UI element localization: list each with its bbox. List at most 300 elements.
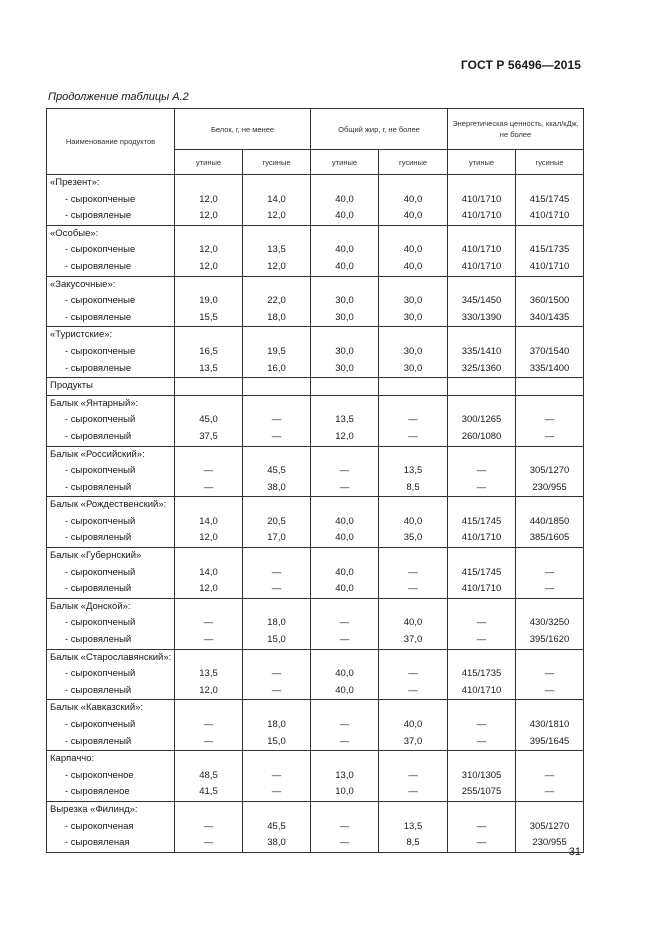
- header-energy-goose: гусиные: [516, 150, 584, 175]
- group-title-row: [47, 446, 584, 463]
- group-title: Балык «Кавказский»:: [47, 700, 175, 717]
- table-row: [47, 615, 584, 632]
- empty-cell: [243, 548, 311, 565]
- value-cell: 410/1710: [448, 192, 516, 209]
- empty-cell: [516, 276, 584, 293]
- value-cell: 16,5: [175, 344, 243, 361]
- value-cell: 30,0: [311, 344, 379, 361]
- value-cell: —: [448, 819, 516, 836]
- product-name: - сырокопченый: [47, 666, 175, 683]
- value-cell: 440/1850: [516, 514, 584, 531]
- value-cell: 415/1745: [516, 192, 584, 209]
- product-name: - сыровяленые: [47, 310, 175, 327]
- empty-cell: [448, 801, 516, 818]
- table-row: [47, 530, 584, 547]
- group-title-row: [47, 395, 584, 412]
- table-row: [47, 768, 584, 785]
- value-cell: 40,0: [379, 514, 448, 531]
- value-cell: 41,5: [175, 784, 243, 801]
- header-protein: Белок, г, не менее: [175, 109, 311, 150]
- value-cell: 10,0: [311, 784, 379, 801]
- product-name: - сыровяленое: [47, 784, 175, 801]
- table-row: [47, 784, 584, 801]
- table-row: [47, 463, 584, 480]
- empty-cell: [243, 649, 311, 666]
- table-row: [47, 412, 584, 429]
- empty-cell: [448, 700, 516, 717]
- empty-cell: [516, 446, 584, 463]
- value-cell: —: [175, 835, 243, 852]
- value-cell: 370/1540: [516, 344, 584, 361]
- value-cell: 12,0: [175, 530, 243, 547]
- value-cell: 40,0: [311, 242, 379, 259]
- value-cell: 30,0: [311, 310, 379, 327]
- value-cell: 305/1270: [516, 819, 584, 836]
- product-name: - сыровяленый: [47, 632, 175, 649]
- value-cell: 430/1810: [516, 717, 584, 734]
- value-cell: 37,0: [379, 632, 448, 649]
- value-cell: 13,0: [311, 768, 379, 785]
- value-cell: 410/1710: [448, 581, 516, 598]
- document-standard-number: ГОСТ Р 56496—2015: [460, 58, 581, 72]
- value-cell: —: [243, 768, 311, 785]
- value-cell: 40,0: [379, 615, 448, 632]
- empty-cell: [516, 225, 584, 242]
- value-cell: —: [379, 565, 448, 582]
- value-cell: —: [243, 412, 311, 429]
- empty-cell: [379, 548, 448, 565]
- value-cell: —: [379, 412, 448, 429]
- group-title: Балык «Губернский»: [47, 548, 175, 565]
- product-name: - сырокопченый: [47, 412, 175, 429]
- value-cell: —: [379, 683, 448, 700]
- empty-cell: [516, 598, 584, 615]
- table-row: [47, 632, 584, 649]
- value-cell: —: [448, 835, 516, 852]
- product-name: - сыровяленый: [47, 581, 175, 598]
- value-cell: —: [516, 768, 584, 785]
- value-cell: 415/1735: [448, 666, 516, 683]
- value-cell: 38,0: [243, 835, 311, 852]
- value-cell: 13,5: [175, 361, 243, 378]
- value-cell: —: [379, 666, 448, 683]
- empty-cell: [175, 175, 243, 192]
- empty-cell: [243, 327, 311, 344]
- empty-cell: [311, 700, 379, 717]
- value-cell: 12,0: [175, 259, 243, 276]
- product-name: - сыровяленый: [47, 734, 175, 751]
- header-protein-duck: утиные: [175, 150, 243, 175]
- product-name: - сырокопченый: [47, 717, 175, 734]
- value-cell: 45,5: [243, 819, 311, 836]
- value-cell: 30,0: [379, 344, 448, 361]
- empty-cell: [175, 327, 243, 344]
- value-cell: 330/1390: [448, 310, 516, 327]
- value-cell: 13,5: [175, 666, 243, 683]
- value-cell: 30,0: [379, 310, 448, 327]
- value-cell: 48,5: [175, 768, 243, 785]
- value-cell: 40,0: [379, 717, 448, 734]
- value-cell: —: [379, 429, 448, 446]
- empty-cell: [175, 497, 243, 514]
- empty-cell: [175, 751, 243, 768]
- value-cell: —: [516, 784, 584, 801]
- value-cell: —: [311, 819, 379, 836]
- table-row: [47, 344, 584, 361]
- value-cell: 40,0: [379, 192, 448, 209]
- value-cell: —: [311, 480, 379, 497]
- value-cell: 45,0: [175, 412, 243, 429]
- product-name: - сырокопченый: [47, 463, 175, 480]
- page-number: 31: [568, 846, 581, 858]
- empty-cell: [516, 751, 584, 768]
- empty-cell: [516, 548, 584, 565]
- group-title-row: [47, 497, 584, 514]
- product-name: - сырокопченый: [47, 565, 175, 582]
- value-cell: 40,0: [379, 242, 448, 259]
- value-cell: 410/1710: [448, 530, 516, 547]
- value-cell: 335/1410: [448, 344, 516, 361]
- empty-cell: [379, 225, 448, 242]
- value-cell: 40,0: [311, 666, 379, 683]
- value-cell: 15,0: [243, 632, 311, 649]
- value-cell: —: [243, 565, 311, 582]
- value-cell: —: [175, 463, 243, 480]
- value-cell: —: [175, 819, 243, 836]
- empty-cell: [516, 327, 584, 344]
- value-cell: 40,0: [311, 208, 379, 225]
- empty-cell: [311, 801, 379, 818]
- empty-cell: [243, 700, 311, 717]
- empty-cell: [448, 378, 516, 396]
- header-fat-duck: утиные: [311, 150, 379, 175]
- empty-cell: [379, 801, 448, 818]
- empty-cell: [448, 649, 516, 666]
- value-cell: —: [311, 615, 379, 632]
- value-cell: 335/1400: [516, 361, 584, 378]
- product-name: - сырокопченые: [47, 242, 175, 259]
- empty-cell: [379, 497, 448, 514]
- value-cell: 17,0: [243, 530, 311, 547]
- value-cell: 415/1735: [516, 242, 584, 259]
- value-cell: —: [243, 666, 311, 683]
- value-cell: 13,5: [379, 463, 448, 480]
- value-cell: 230/955: [516, 480, 584, 497]
- table-row: [47, 581, 584, 598]
- empty-cell: [311, 378, 379, 396]
- group-title: Карпаччо:: [47, 751, 175, 768]
- table-row: [47, 717, 584, 734]
- value-cell: —: [448, 463, 516, 480]
- empty-cell: [516, 378, 584, 396]
- value-cell: —: [448, 480, 516, 497]
- empty-cell: [311, 327, 379, 344]
- group-title-row: [47, 751, 584, 768]
- value-cell: 40,0: [311, 565, 379, 582]
- value-cell: 40,0: [311, 530, 379, 547]
- value-cell: 12,0: [175, 208, 243, 225]
- value-cell: —: [175, 480, 243, 497]
- empty-cell: [243, 751, 311, 768]
- table-row: [47, 666, 584, 683]
- header-energy-duck: утиные: [448, 150, 516, 175]
- group-title-row: [47, 548, 584, 565]
- product-name: - сыровяленые: [47, 361, 175, 378]
- header-fat: Общий жир, г, не более: [311, 109, 448, 150]
- value-cell: 12,0: [243, 259, 311, 276]
- group-title: Продукты: [47, 378, 175, 396]
- empty-cell: [516, 801, 584, 818]
- value-cell: 305/1270: [516, 463, 584, 480]
- value-cell: 22,0: [243, 293, 311, 310]
- value-cell: 20,5: [243, 514, 311, 531]
- value-cell: 15,5: [175, 310, 243, 327]
- value-cell: 415/1745: [448, 565, 516, 582]
- product-name: - сырокопченые: [47, 293, 175, 310]
- value-cell: 410/1710: [448, 208, 516, 225]
- value-cell: 255/1075: [448, 784, 516, 801]
- empty-cell: [175, 225, 243, 242]
- empty-cell: [175, 649, 243, 666]
- empty-cell: [448, 225, 516, 242]
- table-row: [47, 734, 584, 751]
- group-title: «Особые»:: [47, 225, 175, 242]
- value-cell: 430/3250: [516, 615, 584, 632]
- empty-cell: [311, 751, 379, 768]
- product-name: - сырокопченый: [47, 615, 175, 632]
- empty-cell: [516, 700, 584, 717]
- value-cell: 360/1500: [516, 293, 584, 310]
- value-cell: —: [175, 734, 243, 751]
- empty-cell: [448, 598, 516, 615]
- value-cell: 40,0: [311, 683, 379, 700]
- empty-cell: [175, 395, 243, 412]
- empty-cell: [311, 175, 379, 192]
- value-cell: 340/1435: [516, 310, 584, 327]
- empty-cell: [243, 395, 311, 412]
- product-name: - сырокопченые: [47, 344, 175, 361]
- value-cell: —: [448, 734, 516, 751]
- value-cell: 410/1710: [448, 259, 516, 276]
- product-name: - сырокопченый: [47, 514, 175, 531]
- empty-cell: [448, 276, 516, 293]
- value-cell: 19,5: [243, 344, 311, 361]
- empty-cell: [311, 497, 379, 514]
- value-cell: 12,0: [175, 192, 243, 209]
- group-title-row: [47, 276, 584, 293]
- table-row: [47, 259, 584, 276]
- value-cell: 395/1645: [516, 734, 584, 751]
- table-row: [47, 429, 584, 446]
- group-title: Балык «Старославянский»:: [47, 649, 175, 666]
- value-cell: —: [516, 565, 584, 582]
- group-title-row: [47, 649, 584, 666]
- value-cell: 30,0: [311, 293, 379, 310]
- empty-cell: [175, 548, 243, 565]
- value-cell: 30,0: [311, 361, 379, 378]
- value-cell: 12,0: [311, 429, 379, 446]
- value-cell: 40,0: [311, 581, 379, 598]
- value-cell: 8,5: [379, 480, 448, 497]
- value-cell: 15,0: [243, 734, 311, 751]
- empty-cell: [243, 378, 311, 396]
- table-row: [47, 361, 584, 378]
- empty-cell: [379, 700, 448, 717]
- value-cell: 12,0: [243, 208, 311, 225]
- empty-cell: [448, 548, 516, 565]
- table-row: [47, 819, 584, 836]
- empty-cell: [379, 751, 448, 768]
- empty-cell: [175, 446, 243, 463]
- value-cell: 14,0: [243, 192, 311, 209]
- value-cell: 45,5: [243, 463, 311, 480]
- empty-cell: [175, 801, 243, 818]
- value-cell: 260/1080: [448, 429, 516, 446]
- table-row: [47, 565, 584, 582]
- group-title: Балык «Российский»:: [47, 446, 175, 463]
- value-cell: 19,0: [175, 293, 243, 310]
- value-cell: 410/1710: [448, 242, 516, 259]
- product-name: - сырокопченая: [47, 819, 175, 836]
- value-cell: —: [311, 734, 379, 751]
- value-cell: 310/1305: [448, 768, 516, 785]
- empty-cell: [379, 649, 448, 666]
- empty-cell: [379, 327, 448, 344]
- empty-cell: [448, 395, 516, 412]
- value-cell: 12,0: [175, 581, 243, 598]
- value-cell: 410/1710: [516, 208, 584, 225]
- value-cell: 230/955: [516, 835, 584, 852]
- value-cell: 38,0: [243, 480, 311, 497]
- value-cell: 345/1450: [448, 293, 516, 310]
- empty-cell: [448, 497, 516, 514]
- group-title: «Туристские»:: [47, 327, 175, 344]
- header-fat-goose: гусиные: [379, 150, 448, 175]
- group-title-row: [47, 700, 584, 717]
- value-cell: —: [448, 632, 516, 649]
- value-cell: 18,0: [243, 717, 311, 734]
- value-cell: 325/1360: [448, 361, 516, 378]
- empty-cell: [516, 649, 584, 666]
- table-row: [47, 310, 584, 327]
- value-cell: —: [311, 717, 379, 734]
- empty-cell: [311, 395, 379, 412]
- value-cell: 8,5: [379, 835, 448, 852]
- product-name: - сырокопченое: [47, 768, 175, 785]
- value-cell: 13,5: [311, 412, 379, 429]
- header-protein-goose: гусиные: [243, 150, 311, 175]
- value-cell: —: [516, 429, 584, 446]
- value-cell: —: [175, 632, 243, 649]
- empty-cell: [175, 598, 243, 615]
- group-title-row: [47, 225, 584, 242]
- header-energy: Энергетическая ценность, ккал/кДж, не более: [448, 109, 584, 150]
- group-title-row: [47, 598, 584, 615]
- value-cell: 37,0: [379, 734, 448, 751]
- value-cell: —: [311, 632, 379, 649]
- value-cell: 40,0: [379, 259, 448, 276]
- value-cell: 395/1620: [516, 632, 584, 649]
- group-title: Балык «Рождественский»:: [47, 497, 175, 514]
- table-row: [47, 192, 584, 209]
- value-cell: —: [243, 581, 311, 598]
- empty-cell: [175, 700, 243, 717]
- empty-cell: [311, 649, 379, 666]
- value-cell: —: [379, 768, 448, 785]
- product-name: - сыровяленые: [47, 208, 175, 225]
- table-row: [47, 683, 584, 700]
- table-body: [47, 175, 584, 853]
- empty-cell: [448, 751, 516, 768]
- empty-cell: [243, 225, 311, 242]
- empty-cell: [379, 175, 448, 192]
- empty-cell: [311, 598, 379, 615]
- group-title: Балык «Донской»:: [47, 598, 175, 615]
- group-title: Вырезка «Филинд»:: [47, 801, 175, 818]
- value-cell: —: [311, 835, 379, 852]
- value-cell: 40,0: [311, 192, 379, 209]
- value-cell: 40,0: [311, 259, 379, 276]
- table-row: [47, 835, 584, 852]
- value-cell: —: [243, 683, 311, 700]
- table-row: [47, 514, 584, 531]
- table-row: [47, 208, 584, 225]
- value-cell: —: [311, 463, 379, 480]
- header-name-column: Наименование продуктов: [47, 109, 175, 175]
- empty-cell: [379, 378, 448, 396]
- value-cell: 415/1745: [448, 514, 516, 531]
- empty-cell: [311, 548, 379, 565]
- value-cell: 12,0: [175, 242, 243, 259]
- value-cell: 37,5: [175, 429, 243, 446]
- nutrition-table: [46, 108, 584, 853]
- empty-cell: [243, 175, 311, 192]
- empty-cell: [311, 276, 379, 293]
- value-cell: —: [243, 784, 311, 801]
- empty-cell: [243, 276, 311, 293]
- value-cell: —: [243, 429, 311, 446]
- table-caption: Продолжение таблицы А.2: [48, 91, 189, 103]
- value-cell: 14,0: [175, 565, 243, 582]
- group-title: «Закусочные»:: [47, 276, 175, 293]
- value-cell: 40,0: [379, 208, 448, 225]
- value-cell: 385/1605: [516, 530, 584, 547]
- value-cell: —: [516, 683, 584, 700]
- group-title-row: [47, 175, 584, 192]
- value-cell: 300/1265: [448, 412, 516, 429]
- empty-cell: [516, 175, 584, 192]
- value-cell: —: [448, 717, 516, 734]
- value-cell: 410/1710: [448, 683, 516, 700]
- empty-cell: [448, 175, 516, 192]
- group-title: Балык «Янтарный»:: [47, 395, 175, 412]
- value-cell: 13,5: [379, 819, 448, 836]
- value-cell: —: [516, 581, 584, 598]
- empty-cell: [243, 497, 311, 514]
- value-cell: 40,0: [311, 514, 379, 531]
- empty-cell: [448, 446, 516, 463]
- product-name: - сыровяленая: [47, 835, 175, 852]
- value-cell: 18,0: [243, 310, 311, 327]
- value-cell: —: [379, 581, 448, 598]
- group-title: «Презент»:: [47, 175, 175, 192]
- value-cell: 410/1710: [516, 259, 584, 276]
- product-name: - сыровяленый: [47, 480, 175, 497]
- product-name: - сырокопченые: [47, 192, 175, 209]
- product-name: - сыровяленый: [47, 530, 175, 547]
- value-cell: 13,5: [243, 242, 311, 259]
- empty-cell: [448, 327, 516, 344]
